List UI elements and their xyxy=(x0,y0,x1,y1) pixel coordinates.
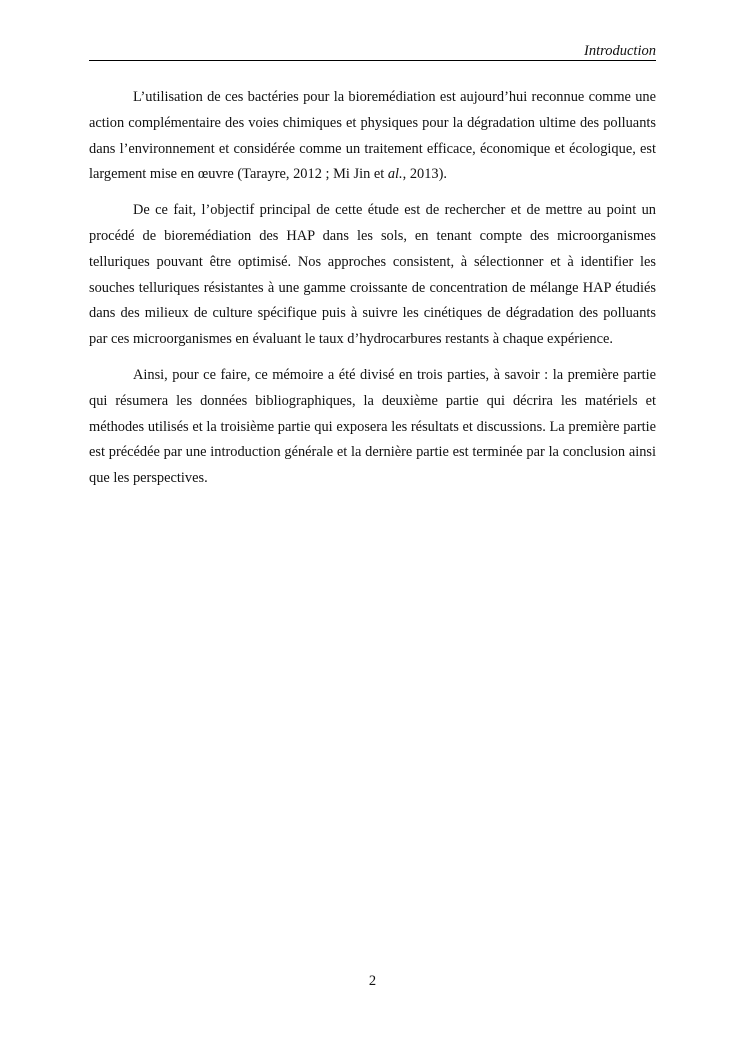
paragraph-2: De ce fait, l’objectif principal de cette étude est de rechercher et de mettre au point un procédé de bioremédiation des HAP dans les sols, en tenant compte des microorganismes telluriques pouvant être optimisé. Nos approches consistent, à sélectionner et à identifier les souches telluriques résistantes à une gamme croissante de concentration de mélange HAP étudiés dans des milieux de culture spécifique puis à suivre les cinétiques de dégradation des polluants par ces microorganismes en évaluant le taux d’hydrocarbures restants à chaque expérience. xyxy=(89,202,656,348)
page-number: 2 xyxy=(368,973,377,989)
document-body xyxy=(89,85,656,502)
header-section-title: Introduction xyxy=(584,43,656,59)
paragraph-1-italic: al. xyxy=(387,166,403,183)
paragraph-1-text: L’utilisation de ces bactéries pour la bioremédiation est aujourd’hui reconnue comme une action complémentaire des voies chimiques et physiques pour la dégradation ultime des polluants dans l’environnement et considérée comme un traitement efficace, économique et écologique, est largement mise en œuvre (Tarayre, 2012 ; Mi Jin et xyxy=(89,89,656,183)
paragraph-3: Ainsi, pour ce faire, ce mémoire a été divisé en trois parties, à savoir : la première partie qui résumera les données bibliographiques, la deuxième partie qui décrira les matériels et méthodes utilisés et la troisième partie qui exposera les résultats et discussions. La première partie est précédée par une introduction générale et la dernière partie est terminée par la conclusion ainsi que les perspectives. xyxy=(89,366,656,487)
paragraph-1-end: , 2013). xyxy=(402,166,448,183)
running-header xyxy=(89,43,656,61)
paragraph-1 xyxy=(89,85,656,188)
